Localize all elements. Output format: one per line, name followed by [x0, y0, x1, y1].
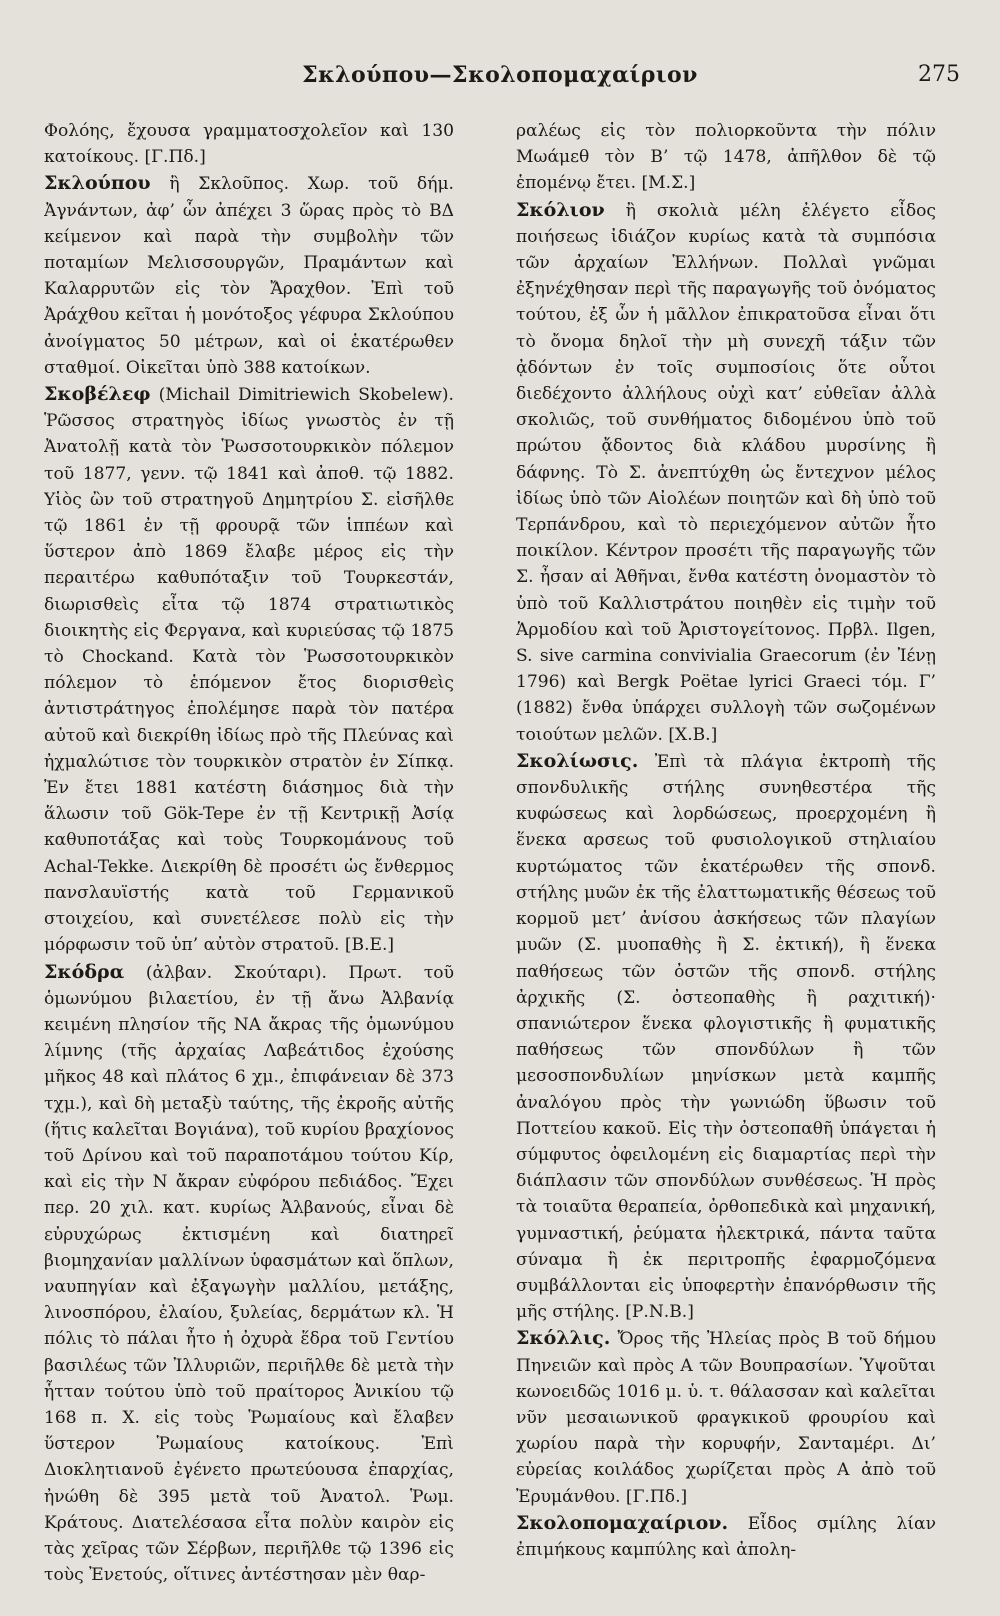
entry-skollis: [516, 1325, 936, 1509]
entry-continuation: [516, 118, 936, 197]
left-column: [44, 118, 454, 1588]
entry-text: Εἶδος σμίλης λίαν ἐπιμήκους καμπύλης καὶ ἀπολη-: [516, 1513, 936, 1560]
entry-text: Ἐπὶ τὰ πλάγια ἐκτροπὴ τῆς σπονδυλικῆς στήλης συνηθεστέρα τῆς κυφώσεως καὶ λορδώσεως, προερχομένη ἢ ἕνεκα αρσεως τοῦ φυσιολογικοῦ στηλιαίου κυρτώματος τῶν ἑκατέρωθεν τῆς σπονδ. στήλης μυῶν ἐκ τῆς ἐλαττωματικῆς θέσεως τοῦ κορμοῦ μετ’ ἀνίσου ἀσκήσεως τῶν πλαγίων μυῶν (Σ. μυοπαθὴς ἢ Σ. ἐκτική), ἢ ἕνεκα παθήσεως τῶν ὀστῶν τῆς σπονδ. στήλης ἀρχικῆς (Σ. ὀστεοπαθὴς ἢ ραχιτική)· σπανιώτερον ἕνεκα φλογιστικῆς ἢ φυματικῆς παθήσεως τῶν σπονδύλων ἢ τῶν μεσοσπονδυλίων μηνίσκων μετὰ καμπῆς ἀναλόγου πρὸς τὴν γωνιώδη ὕβωσιν τοῦ Ποττείου κακοῦ. Εἰς τὴν ὀστεοπαθῆ ὑπάγεται ἡ σύμφυτος ὀφειλομένη εἰς διαμαρτίας περὶ τὴν διάπλασιν τῶν σπονδύλων συνθέσεως. Ἡ πρὸς τὰ τοιαῦτα θεραπεία, ὀρθοπεδικὰ καὶ μηχανική, γυμναστική, ῥεύματα ἠλεκτρικά, πάντα ταῦτα σύναμα ἢ ἐκ περιτροπῆς ἐφαρμοζόμενα συμβάλλονται εἰς ὑποφερτὴν ἐπανόρθωσιν τῆς μῆς στήλης. [Ρ.Ν.Β.]: [516, 751, 936, 1323]
entry-text: ραλέως εἰς τὸν πολιορκοῦντα τὴν πόλιν Μωάμεθ τὸν Β’ τῷ 1478, ἀπῆλθον δὲ τῷ ἑπομένῳ ἔτει. [Μ.Σ.]: [516, 121, 936, 194]
entry-text: (ἀλβαν. Σκούταρι). Πρωτ. τοῦ ὁμωνύμου βιλαετίου, ἐν τῇ ἄνω Ἀλβανίᾳ κειμένη πλησίον τῆς ΝΑ ἄκρας τῆς ὁμωνύμου λίμνης (τῆς ἀρχαίας Λαβεάτιδος ἐχούσης μῆκος 48 καὶ πλάτος 6 χμ., ἐπιφάνειαν δὲ 373 τχμ.), καὶ δὴ μεταξὺ ταύτης, τῆς ἐκροῆς αὐτῆς (ἥτις καλεῖται Βογιάνα), τοῦ κυρίου βραχίονος τοῦ Δρίνου καὶ τοῦ παραποτάμου τούτου Κίρ, καὶ εἰς τὴν Ν ἄκραν εὐφόρου πεδιάδος. Ἔχει περ. 20 χιλ. κατ. κυρίως Ἀλβανούς, εἶναι δὲ εὐρυχώρως ἐκτισμένη καὶ διατηρεῖ βιομηχανίαν μαλλίνων ὑφασμάτων καὶ ὅπλων, ναυπηγίαν καὶ ἐξαγωγὴν μαλλίου, μετάξης, λινοσπόρου, ἐλαίου, ξυλείας, δερμάτων κλ. Ἡ πόλις τὸ πάλαι ἦτο ἡ ὀχυρὰ ἕδρα τοῦ Γεντίου βασιλέως τῶν Ἰλλυριῶν, περιῆλθε δὲ μετὰ τὴν ἧτταν τούτου ὑπὸ τοῦ πραίτορος Ἀνικίου τῷ 168 π. Χ. εἰς τοὺς Ῥωμαίους καὶ ἔλαβεν ὕστερον Ῥωμαίους κατοίκους. Ἐπὶ Διοκλητιανοῦ ἐγένετο πρωτεύουσα ἐπαρχίας, ἠνώθη δὲ 395 μετὰ τοῦ Ἀνατολ. Ῥωμ. Κράτους. Διατελέσασα εἶτα πολὺν καιρὸν εἰς τὰς χεῖρας τῶν Σέρβων, περιῆλθε τῷ 1396 εἰς τοὺς Ἐνετούς, οἵτινες ἀντέστησαν μὲν θαρ-: [44, 962, 454, 1586]
entry-skloupou: [44, 170, 454, 381]
entry-headword: Σκόλιον: [516, 198, 605, 221]
entry-skoliosis: [516, 748, 936, 1325]
entry-continuation: [44, 118, 454, 170]
entry-text: ἢ Σκλοῦπος. Χωρ. τοῦ δήμ. Ἀγνάντων, ἀφ’ ὧν ἀπέχει 3 ὥρας πρὸς τὸ ΒΔ κείμενον καὶ παρὰ τὴν συμβολὴν τῶν ποταμίων Μελισσουργῶν, Πραμάντων καὶ Καλαρρυτῶν εἰς τὸν Ἄραχθον. Ἐπὶ τοῦ Ἀράχθου κεῖται ἡ μονότοξος γέφυρα Σκλούπου ἀνοίγματος 50 μέτρων, καὶ οἱ ἑκατέρωθεν σταθμοί. Οἰκεῖται ὑπὸ 388 κατοίκων.: [44, 174, 454, 378]
entry-skobelef: [44, 381, 454, 958]
entry-skodra: [44, 959, 454, 1589]
entry-headword: Σκολίωσις.: [516, 749, 639, 772]
entry-skolion: [516, 197, 936, 748]
entry-headword: Σκοβέλεφ: [44, 383, 151, 406]
entry-text: ἢ σκολιὰ μέλη ἐλέγετο εἶδος ποιήσεως ἰδιάζον κυρίως κατὰ τὰ συμπόσια τῶν ἀρχαίων Ἑλλήνων. Πολλαὶ γνῶμαι ἐξηνέχθησαν περὶ τῆς παραγωγῆς τοῦ ὀνόματος τούτου, ἐξ ὧν ἡ μᾶλλον ἐπικρατοῦσα εἶναι ὅτι τὸ ὄνομα δηλοῖ τὴν μὴ συνεχῆ τάξιν τῶν ᾀδόντων ἐν τοῖς συμποσίοις ὅτε οὗτοι διεδέχοντο ἀλλήλους οὐχὶ κατ’ εὐθεῖαν ἀλλὰ σκολιῶς, τοῦ συνθήματος διδομένου ὑπὸ τοῦ πρώτου ᾄδοντος διὰ κλάδου μυρσίνης ἢ δάφνης. Τὸ Σ. ἀνεπτύχθη ὡς ἔντεχνον μέλος ἰδίως ὑπὸ τῶν Αἰολέων ποιητῶν καὶ δὴ ὑπὸ τοῦ Τερπάνδρου, καὶ τὸ περιεχόμενον αὐτῶν ἦτο ποικίλον. Κέντρον προσέτι τῆς παραγωγῆς τῶν Σ. ἦσαν αἱ Ἀθῆναι, ἔνθα κατέστη ὀνομαστὸν τὸ ὑπὸ τοῦ Καλλιστράτου ποιηθὲν εἰς τιμὴν τοῦ Ἁρμοδίου καὶ τοῦ Ἀριστογείτονος. Πρβλ. Ilgen, S. sive carmina convivialia Graecorum (ἐν Ἰένῃ 1796) καὶ Bergk Poëtae lyrici Graeci τόμ. Γ’ (1882) ἔνθα ὑπάρχει συλλογὴ τῶν σωζομένων τοιούτων μελῶν. [Χ.Β.]: [516, 200, 936, 745]
page-number: 275: [918, 62, 960, 87]
entry-headword: Σκολοπομαχαίριον.: [516, 1511, 729, 1534]
entry-headword: Σκόδρα: [44, 960, 125, 983]
page-header: [40, 58, 960, 98]
running-title: Σκλούπου—Σκολοπομαχαίριον: [302, 62, 698, 88]
entry-text: Φολόης, ἔχουσα γραμματοσχολεῖον καὶ 130 κατοίκους. [Γ.Πδ.]: [44, 121, 454, 168]
entry-headword: Σκλούπου: [44, 172, 151, 195]
entry-text: Ὄρος τῆς Ἠλείας πρὸς Β τοῦ δήμου Πηνειῶν καὶ πρὸς Α τῶν Βουπρασίων. Ὑψοῦται κωνοειδῶς 1016 μ. ὑ. τ. θάλασσαν καὶ καλεῖται νῦν μεσαιωνικοῦ φραγκικοῦ φρουρίου καὶ χωρίου παρὰ τὴν κορυφήν, Σανταμέρι. Δι’ εὐρείας κοιλάδος χωρίζεται πρὸς Α ἀπὸ τοῦ Ἐρυμάνθου. [Γ.Πδ.]: [516, 1329, 936, 1507]
entry-headword: Σκόλλις.: [516, 1327, 611, 1350]
entry-skolopomachairion: [516, 1510, 936, 1563]
entry-text: (Michail Dimitriewich Skobelew). Ῥῶσσος στρατηγὸς ἰδίως γνωστὸς ἐν τῇ Ἀνατολῇ κατὰ τὸν Ῥωσσοτουρκικὸν πόλεμον τοῦ 1877, γενν. τῷ 1841 καὶ ἀποθ. τῷ 1882. Υἱὸς ὢν τοῦ στρατηγοῦ Δημητρίου Σ. εἰσῆλθε τῷ 1861 ἐν τῇ φρουρᾷ τῶν ἱππέων καὶ ὕστερον ἀπὸ 1869 ἔλαβε μέρος εἰς τὴν περαιτέρω καθυπόταξιν τοῦ Τουρκεστάν, διωρισθεὶς εἶτα τῷ 1874 στρατιωτικὸς διοικητὴς εἰς Φεργανα, καὶ κυριεύσας τῷ 1875 τὸ Chockand. Κατὰ τὸν Ῥωσσοτουρκικὸν πόλεμον τὸ ἑπόμενον ἔτος διορισθεὶς ἀντιστράτηγος ἐπολέμησε παρὰ τὸν πατέρα αὐτοῦ καὶ διεκρίθη ἰδίως πρὸ τῆς Πλεύνας καὶ ἠχμαλώτισε τὸν τουρκικὸν στρατὸν ἐν Σίπκᾳ. Ἐν ἔτει 1881 κατέστη διάσημος διὰ τὴν ἅλωσιν τοῦ Gök-Tepe ἐν τῇ Κεντρικῇ Ἀσίᾳ καθυποτάξας καὶ τοὺς Τουρκομάνους τοῦ Achal-Tekke. Διεκρίθη δὲ προσέτι ὡς ἔνθερμος πανσλαυϊστής κατὰ τοῦ Γερμανικοῦ στοιχείου, καὶ συνετέλεσε πολὺ εἰς τὴν μόρφωσιν τοῦ ὑπ’ αὐτὸν στρατοῦ. [Β.Ε.]: [44, 385, 454, 956]
right-column: [516, 118, 936, 1588]
